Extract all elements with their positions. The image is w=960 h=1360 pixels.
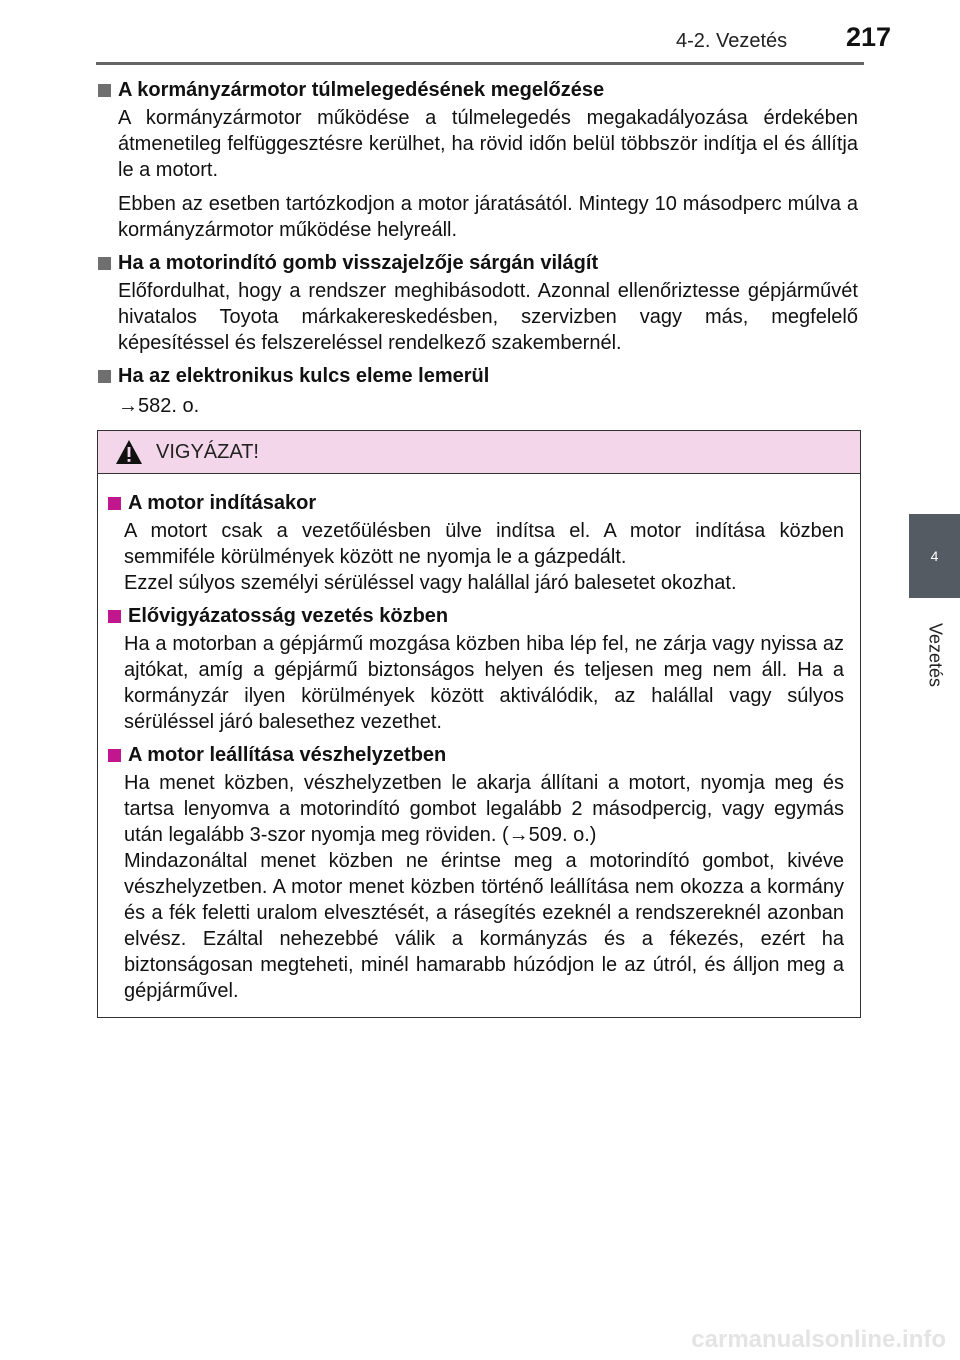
header-rule bbox=[96, 62, 864, 65]
warning-heading: A motor indításakor bbox=[108, 490, 844, 516]
warning-title: VIGYÁZAT! bbox=[156, 440, 259, 463]
warning-heading: Elővigyázatosság vezetés közben bbox=[108, 603, 844, 629]
section-2 bbox=[98, 250, 858, 356]
square-bullet-icon bbox=[108, 749, 121, 762]
warning-box bbox=[97, 430, 861, 1018]
section-1 bbox=[98, 77, 858, 243]
section-3 bbox=[98, 363, 858, 419]
paragraph: Ebben az esetben tartózkodjon a motor járatásától. Mintegy 10 másodperc múlva a kormányzármotor működése helyreáll. bbox=[118, 193, 858, 241]
square-bullet-icon bbox=[108, 497, 121, 510]
warning-triangle-icon bbox=[115, 439, 143, 465]
warning-section-1 bbox=[108, 490, 844, 596]
main-content bbox=[98, 77, 858, 419]
square-bullet-icon bbox=[108, 610, 121, 623]
paragraph: Mindazonáltal menet közben ne érintse meg a motorindító gombot, kivéve vészhelyzetben. A motor menet közben történő leállítása nem okozza a kormány és a fék feletti uralom elvesztését, a rásegítés ezeknél a rendszereknél azonban elvész. Ezáltal nehezebbé válik a kormányzás és a fékezés, ezért ha biztonságosan megteheti, minél hamarabb húzódjon le az útról, és álljon meg a gépjárművel. bbox=[124, 850, 844, 1002]
paragraph: A kormányzármotor működése a túlmelegedés megakadályozása érdekében átmenetileg felfüggesztésre kerülhet, ha rövid időn belül többször indítja el és állítja le a motort. bbox=[118, 107, 858, 181]
page-reference-link[interactable]: →582. o. bbox=[118, 395, 200, 417]
warning-section-3 bbox=[108, 742, 844, 1004]
section-heading: Ha az elektronikus kulcs eleme lemerül bbox=[98, 363, 858, 389]
paragraph: Ha a motorban a gépjármű mozgása közben hiba lép fel, ne zárja vagy nyissa az ajtókat, amíg a gépjármű biztonságos helyen és teljesen meg nem áll. Ha a kormányzár ilyen körülmények között aktiválódik, az halállal vagy súlyos sérüléssel járó balesethez vezethet. bbox=[124, 633, 844, 733]
warning-heading: A motor leállítása vészhelyzetben bbox=[108, 742, 844, 768]
section-title: 4-2. Vezetés bbox=[676, 30, 788, 52]
warning-section-2 bbox=[108, 603, 844, 735]
square-bullet-icon bbox=[98, 84, 111, 97]
paragraph: Ha menet közben, vészhelyzetben le akarja állítani a motort, nyomja meg és tartsa lenyomva a motorindító gombot legalább 2 másodpercig, vagy egymás után legalább 3-szor nyomja meg röviden. (→509. o.) bbox=[124, 772, 844, 846]
chapter-tab-number: 4 bbox=[930, 548, 939, 564]
square-bullet-icon bbox=[98, 370, 111, 383]
paragraph: A motort csak a vezetőülésben ülve indítsa el. A motor indítása közben semmiféle körülmények között ne nyomja le a gázpedált. bbox=[124, 520, 844, 568]
square-bullet-icon bbox=[98, 257, 111, 270]
paragraph: Ezzel súlyos személyi sérüléssel vagy halállal járó balesetet okozhat. bbox=[124, 572, 737, 594]
section-heading: Ha a motorindító gomb visszajelzője sárgán világít bbox=[98, 250, 858, 276]
paragraph: Előfordulhat, hogy a rendszer meghibásodott. Azonnal ellenőriztesse gépjárművét hivatalos Toyota márkakereskedésben, szervizben vagy más, megfelelő képesítéssel és felszereléssel rendelkező szakembernél. bbox=[118, 280, 858, 354]
warning-header bbox=[98, 431, 860, 474]
section-heading: A kormányzármotor túlmelegedésének megelőzése bbox=[98, 77, 858, 103]
chapter-tab[interactable] bbox=[909, 514, 960, 598]
page-number: 217 bbox=[846, 22, 892, 52]
warning-body bbox=[98, 474, 860, 1004]
chapter-label bbox=[909, 600, 960, 710]
watermark: carmanualsonline.info bbox=[691, 1326, 946, 1353]
chapter-label-text: Vezetés bbox=[925, 622, 945, 688]
